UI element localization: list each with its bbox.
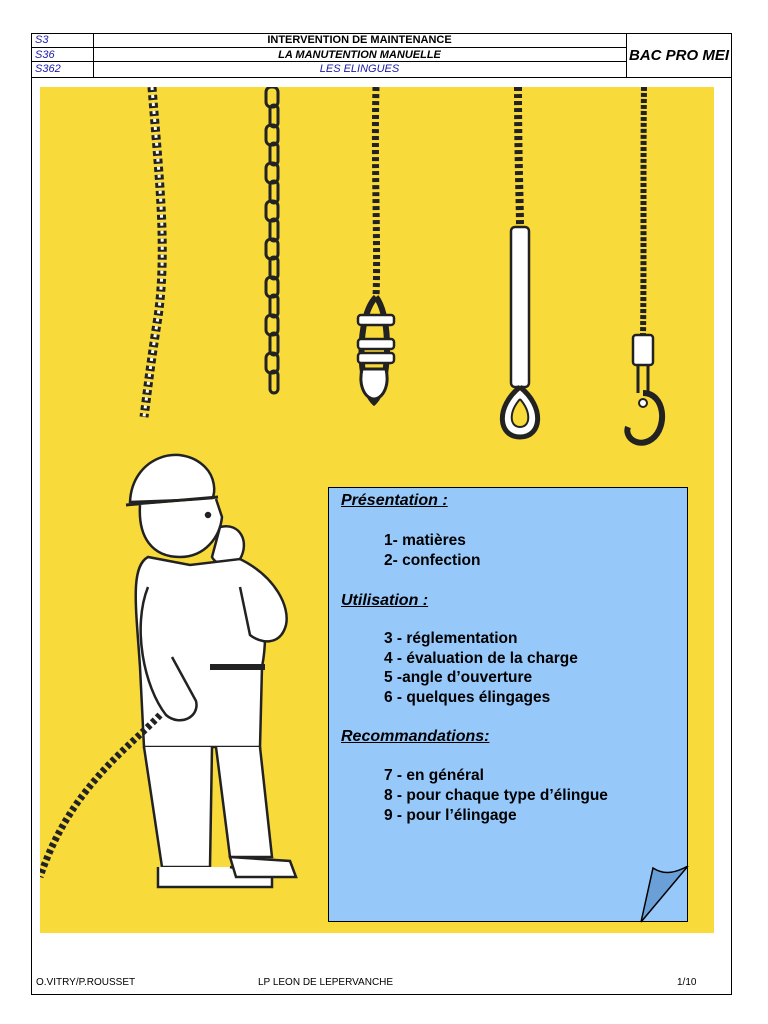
item-matieres: 1- matières [384,532,466,549]
page-curl-icon [329,488,689,923]
title-manutention: LA MANUTENTION MANUELLE [93,48,626,63]
worker-figure-icon [126,455,296,887]
item-pour-elingage: 9 - pour l’élingage [384,807,517,824]
hook-sling-icon [627,87,662,443]
brand-label: BAC PRO MEI [628,46,729,64]
clamped-loop-sling-icon [358,87,394,402]
chain-sling-icon [266,87,278,393]
title-elingues: LES ELINGUES [319,63,400,76]
item-confection: 2- confection [384,552,481,569]
section-codes [31,33,94,77]
contents-card [328,487,688,922]
held-rope-icon [40,715,160,877]
section-title-utilisation: Utilisation : [341,592,429,609]
footer-authors: O.VITRY/P.ROUSSET [36,977,136,988]
footer-school: LP LEON DE LEPERVANCHE [258,977,394,988]
footer-page-number: 1/10 [677,977,697,988]
item-type-elingue: 8 - pour chaque type d’élingue [384,787,608,804]
section-title-presentation: Présentation : [341,492,448,509]
code-s3: S3 [31,33,93,48]
item-elingages: 6 - quelques élingages [384,689,551,706]
code-s362: S362 [35,63,61,76]
section-titles [93,33,627,77]
item-reglementation: 3 - réglementation [384,630,518,647]
section-title-recommandations: Recommandations: [341,728,490,745]
thimble-sling-icon [502,87,537,437]
document-header [31,33,732,78]
rope-sling-icon [144,87,162,417]
code-s36: S36 [31,48,93,63]
title-intervention: INTERVENTION DE MAINTENANCE [93,33,626,48]
item-general: 7 - en général [384,767,484,784]
item-evaluation: 4 - évaluation de la charge [384,650,578,667]
item-angle: 5 -angle d’ouverture [384,669,533,686]
